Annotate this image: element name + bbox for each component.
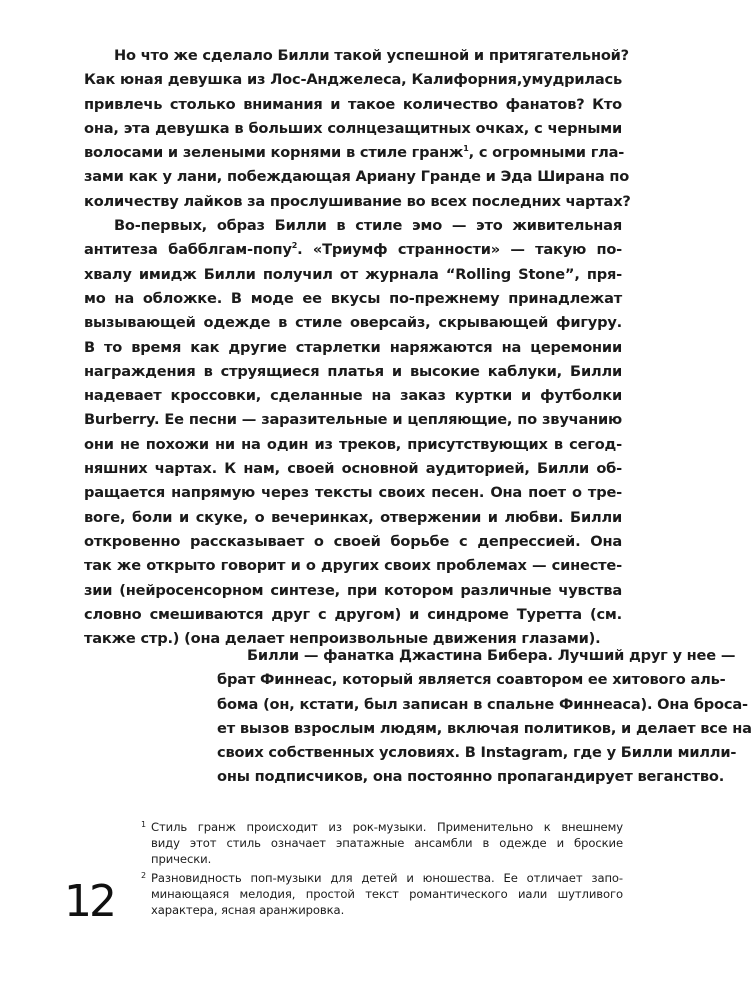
text-line: ет вызов взрослым людям, включая политиков, и делает все на <box>217 719 752 737</box>
footnote-line: минающаяся мелодия, простой текст романтического иали шутливого <box>151 886 623 901</box>
footnote-number: 1 <box>141 820 146 829</box>
text-line: они не похожи ни на один из треков, присутствующих в сегод- <box>84 435 622 453</box>
text-line: зии (нейросенсорном синтезе, при котором различные чувства <box>84 581 622 599</box>
footnote <box>143 870 623 919</box>
text-line <box>84 141 625 165</box>
footnote-line: характера, ясная аранжировка. <box>151 903 345 918</box>
footnote-line: Стиль гранж происходит из рок-музыки. Применительно к внешнему <box>151 820 623 834</box>
text-segment: , с огромными гла- <box>468 144 625 162</box>
text-line: ращается напрямую через тексты своих песен. Она поет о тре- <box>84 484 622 502</box>
text-line: вызывающей одежде в стиле оверсайз, скрывающей фигуру. <box>84 314 622 332</box>
text-line: откровенно рассказывает о своей борьбе с депрессией. Она <box>84 532 622 550</box>
text-line: няшних чартах. К нам, своей основной аудиторией, Билли об- <box>84 460 622 478</box>
text-line: своих собственных условиях. В Instagram, где у Билли милли- <box>217 744 737 762</box>
text-line: словно смешиваются друг с другом) и синдроме Туретта (см. <box>84 605 622 623</box>
text-line: Но что же сделало Билли такой успешной и притягательной? <box>114 47 629 64</box>
footnote-marker: 1 <box>463 144 469 154</box>
text-line: количеству лайков за прослушивание во всех последних чартах? <box>84 192 631 210</box>
text-segment: . «Триумф странности» — такую по- <box>297 241 623 259</box>
text-line: воге, боли и скуке, о вечеринках, отвержении и любви. Билли <box>84 508 622 526</box>
text-line: так же открыто говорит и о других своих проблемах — синесте- <box>84 557 622 575</box>
text-segment: антитеза бабблгам-попу <box>84 241 292 259</box>
text-segment: волосами и зелеными корнями в стиле гранж <box>84 144 464 162</box>
text-line: бома (он, кстати, был записан в спальне Финнеаса). Она бросa- <box>217 695 748 713</box>
text-line: надевает кроссовки, сделанные на заказ куртки и футболки <box>84 387 622 405</box>
text-line: привлечь столько внимания и такое количество фанатов? Кто <box>84 95 622 113</box>
footnote-line: прически. <box>151 852 212 867</box>
footnote <box>143 819 623 868</box>
text-line: В то время как другие старлетки наряжаются на церемонии <box>84 338 622 356</box>
text-line: Burberry. Ее песни — заразительные и цепляющие, по звучанию <box>84 411 622 429</box>
footnote-number: 2 <box>141 870 146 880</box>
footnote-marker: 2 <box>291 241 298 251</box>
text-line: награждения в струящиеся платья и высокие каблуки, Билли <box>84 362 622 380</box>
text-line: она, эта девушка в больших солнцезащитных очках, с черными <box>84 119 622 137</box>
footnote-line: виду этот стиль означает эпатажные ансамбли в одежде и броские <box>151 836 623 851</box>
text-line: зами как у лани, побеждающая Ариану Гранде и Эда Ширана по <box>84 168 630 186</box>
text-line: мо на обложке. В моде ее вкусы по-прежнему принадлежат <box>84 289 622 307</box>
text-line: Как юная девушка из Лос-Анджелеса, Калифорния,умудрилась <box>84 71 622 89</box>
text-line: также стр.) (она делает непроизвольные движения глазами). <box>84 630 601 648</box>
text-line: хвалу имидж Билли получил от журнала “Rolling Stone”, пря- <box>84 265 622 283</box>
text-line: брат Финнеас, который является соавтором ее хитового аль- <box>217 671 726 689</box>
page-number: 12 <box>64 876 114 927</box>
main-text <box>84 44 631 651</box>
footnote-line: Разновидность поп-музыки для детей и юношества. Ее отличает запо- <box>151 870 623 885</box>
footnotes <box>143 819 623 920</box>
text-line: Билли — фанатка Джастина Бибера. Лучший друг у нее — <box>247 647 736 664</box>
inset-text <box>217 644 752 790</box>
text-line: оны подписчиков, она постоянно пропагандирует веганство. <box>217 768 725 786</box>
text-line <box>84 238 622 262</box>
text-line: Во-первых, образ Билли в стиле эмо — это живительная <box>114 217 622 235</box>
